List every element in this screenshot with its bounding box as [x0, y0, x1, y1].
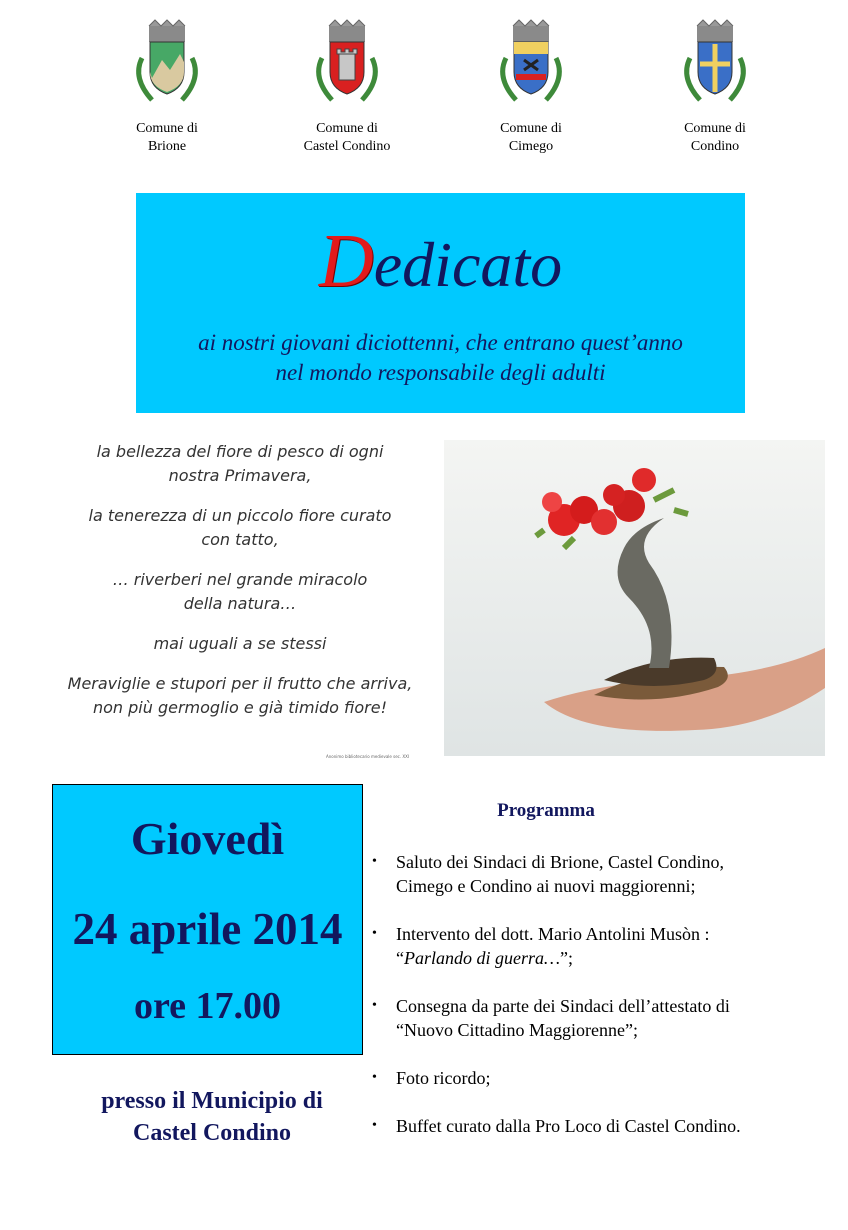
castel-condino-crest-icon	[302, 18, 392, 108]
crest-caption-line1: Comune di	[500, 121, 562, 136]
crest-castel-condino	[292, 18, 402, 156]
poem-line: … riverberi nel grande miracolo	[112, 570, 368, 589]
bullet-icon: •	[372, 1118, 377, 1133]
crest-caption-line1: Comune di	[136, 121, 198, 136]
poem-line: mai uguali a se stessi	[153, 634, 327, 653]
banner-subtitle-line2: nel mondo responsabile degli adulti	[275, 360, 606, 385]
bullet-icon: •	[372, 1070, 377, 1085]
poem	[45, 440, 435, 736]
crest-caption-name: Cimego	[508, 139, 554, 154]
poem-stanza	[45, 440, 435, 488]
program-item-line: Cimego e Condino ai nuovi maggiorenni;	[396, 876, 696, 896]
program-item-line: Intervento del dott. Mario Antolini Musòn :	[396, 924, 710, 944]
poem-line: non più germoglio e già timido fiore!	[92, 698, 388, 717]
poem-line: la tenerezza di un piccolo fiore curato	[88, 506, 392, 525]
crest-caption-name: Castel Condino	[303, 139, 391, 154]
poem-stanza	[45, 672, 435, 720]
program-item-line: “Nuovo Cittadino Maggiorenne”;	[396, 1020, 638, 1040]
crest-brione	[112, 18, 222, 156]
poem-line: Meraviglie e stupori per il frutto che arriva,	[67, 674, 413, 693]
program-item	[372, 1114, 832, 1138]
venue-line2: Castel Condino	[132, 1120, 292, 1146]
program-item-line: Consegna da parte dei Sindaci dell’attestato di	[396, 996, 730, 1016]
poem-stanza	[45, 568, 435, 616]
program-item	[372, 850, 832, 898]
event-date-box	[52, 784, 363, 1055]
event-venue	[52, 1085, 372, 1149]
bonsai-in-hand-photo	[444, 440, 825, 756]
program-item-line: Foto ricordo;	[396, 1068, 491, 1088]
event-date: 24 aprile 2014	[72, 904, 343, 954]
brione-crest-icon	[122, 18, 212, 108]
quote-close: ”;	[560, 948, 574, 968]
program-item-line: Buffet curato dalla Pro Loco di Castel Condino.	[396, 1116, 741, 1136]
dedication-banner	[136, 193, 745, 413]
event-day: Giovedì	[130, 813, 285, 864]
banner-title-rest: edicato	[373, 229, 563, 300]
poem-line: la bellezza del fiore di pesco di ogni	[96, 442, 384, 461]
crest-caption-line1: Comune di	[316, 121, 378, 136]
banner-title-initial: D	[318, 219, 374, 303]
quote-open: “	[396, 948, 404, 968]
poem-credit: Anonimo bibliotecario medievale sec. XXI	[326, 754, 410, 759]
program-item	[372, 922, 832, 970]
banner-subtitle-line1: ai nostri giovani diciottenni, che entrano quest’anno	[198, 330, 683, 355]
poem-line: nostra Primavera,	[168, 466, 312, 485]
program-item-line: Saluto dei Sindaci di Brione, Castel Condino,	[396, 852, 724, 872]
event-time: ore 17.00	[133, 985, 282, 1027]
program-list	[372, 850, 832, 1162]
cimego-crest-icon	[486, 18, 576, 108]
crest-caption-name: Condino	[690, 139, 740, 154]
program-title: Programma	[497, 800, 595, 821]
program-item	[372, 994, 832, 1042]
banner-title	[136, 221, 745, 305]
poem-stanza	[45, 504, 435, 552]
program-item	[372, 1066, 832, 1090]
poem-line: con tatto,	[201, 530, 279, 549]
bullet-icon: •	[372, 854, 377, 869]
poem-line: della natura…	[183, 594, 297, 613]
crest-condino	[660, 18, 770, 156]
crest-cimego	[476, 18, 586, 156]
bullet-icon: •	[372, 926, 377, 941]
venue-line1: presso il Municipio di	[101, 1088, 323, 1114]
banner-subtitle	[136, 328, 745, 388]
program-item-line	[396, 946, 832, 970]
crest-caption-name: Brione	[147, 139, 187, 154]
poem-stanza	[45, 632, 435, 656]
condino-crest-icon	[670, 18, 760, 108]
bullet-icon: •	[372, 998, 377, 1013]
crest-caption-line1: Comune di	[684, 121, 746, 136]
talk-title: Parlando di guerra…	[404, 948, 561, 968]
